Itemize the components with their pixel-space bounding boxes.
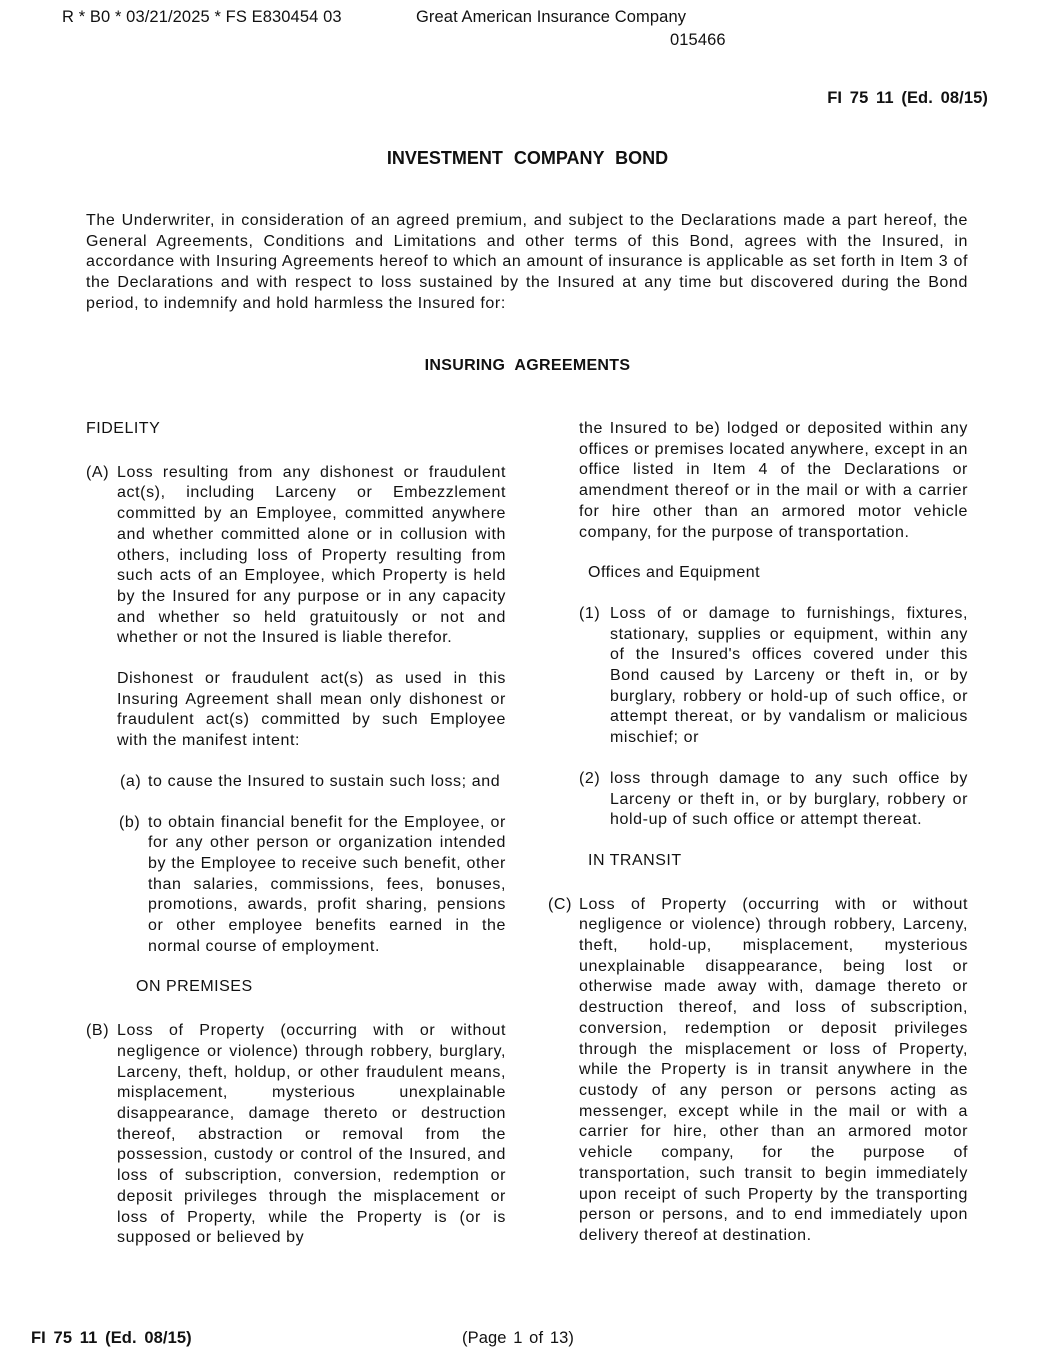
clause-c-text: Loss of Property (occurring with or without negligence or violence) through robbery, Larceny, theft, hold-up, misplacement, mysterious unexplainable disappearance, being lost or otherwise made away with, damage thereto or destruction thereof, and loss of subscription, conversion, redemption or deposit privileges through the misplacement or loss of Property, while the Property is in transit anywhere in the custody of any person or persons acting as messenger, except while in the mail or with a carrier for hire, other than an armored motor vehicle company, for the purpose of transportation, such transit to begin immediately upon receipt of such Property by the transporting person or persons, and to end immediately upon delivery thereof at destination. (579, 895, 968, 1244)
sub-clause-a (86, 772, 506, 793)
on-premises-heading: ON PREMISES (136, 978, 253, 996)
offices-item-1-text: Loss of or damage to furnishings, fixtures, stationary, supplies or equipment, within any of the Insured's offices covered under this Bond caused by Larceny or theft in, or by burglary, robbery or hold-up of such office, or attempt thereat, or by vandalism or malicious mischief; or (610, 604, 968, 747)
left-column (86, 419, 506, 1249)
document-title: INVESTMENT COMPANY BOND (386, 148, 669, 168)
clause-a-definition: Dishonest or fraudulent act(s) as used in this Insuring Agreement shall mean only dishonest or fraudulent act(s) committed by such Employee with the manifest intent: (117, 670, 506, 750)
section-title: INSURING AGREEMENTS (424, 357, 631, 374)
fidelity-heading: FIDELITY (86, 420, 161, 437)
offices-item-2 (548, 769, 968, 831)
page-number: (Page 1 of 13) (462, 1329, 574, 1347)
clause-a-text: Loss resulting from any dishonest or fraudulent act(s), including Larceny or Embezzlement committed by an Employee, committed anywhere and whether committed alone or in collusion with others, including loss of Property resulting from such acts of an Employee, which Property is held by the Insured for any purpose or in any capacity and whether so held gratuitously or not and whether or not the Insured is liable therefor. (117, 463, 506, 647)
sub-clause-a-text: to cause the Insured to sustain such loss; and (148, 772, 501, 790)
offices-heading: Offices and Equipment (588, 564, 761, 582)
sub-clause-a-label: (a) (120, 772, 142, 790)
footer-form-number: FI 75 11 (Ed. 08/15) (31, 1329, 192, 1347)
clause-b-label: (B) (86, 1022, 110, 1040)
in-transit-heading: IN TRANSIT (588, 851, 682, 869)
document-reference: R * B0 * 03/21/2025 * FS E830454 03 (62, 8, 342, 26)
offices-item-2-text: loss through damage to any such office by Larceny or theft in, or by burglary, robbery or hold-up of such office or attempt thereat. (610, 769, 968, 829)
sub-clause-b-label: (b) (119, 813, 141, 831)
form-number-top: FI 75 11 (Ed. 08/15) (827, 89, 988, 107)
sub-clause-b (86, 813, 506, 958)
clause-b-text: Loss of Property (occurring with or without negligence or violence) through robbery, burglary, Larceny, theft, holdup, or other fraudulent means, misplacement, mysterious unexplainable disappearance, damage thereto or destruction thereof, abstraction or removal from the possession, custody or control of the Insured, and loss of subscription, conversion, redemption or deposit privileges through the misplacement or loss of Property, while the Property is (or is supposed or believed by (117, 1022, 506, 1247)
clause-c-label: (C) (548, 895, 573, 913)
document-code: 015466 (670, 31, 726, 49)
right-column (548, 419, 968, 1247)
intro-paragraph: The Underwriter, in consideration of an agreed premium, and subject to the Declarations made a part hereof, the General Agreements, Conditions and Limitations and other terms of this Bond, agrees with the Insured, in accordance with Insuring Agreements hereof to which an amount of insurance is applicable as set forth in Item 3 of the Declarations and with respect to loss sustained by the Insured at any time but discovered during the Bond period, to indemnify and hold harmless the Insured for: (86, 212, 968, 312)
clause-a-label: (A) (86, 463, 110, 481)
offices-item-2-label: (2) (579, 769, 601, 787)
clause-b (86, 1021, 506, 1249)
clause-a (86, 463, 506, 649)
clause-b-continuation: the Insured to be) lodged or deposited within any offices or premises located anywhere, except in an office listed in Item 4 of the Declarations or amendment thereof or in the mail or with a carrier for hire other than an armored motor vehicle company, for the purpose of transportation. (579, 420, 969, 541)
offices-item-1 (548, 604, 968, 749)
company-name: Great American Insurance Company (416, 8, 687, 26)
sub-clause-b-text: to obtain financial benefit for the Employee, or for any other person or organization intended by the Employee to receive such benefit, other than salaries, commissions, fees, bonuses, promotions, awards, profit sharing, pensions or other employee benefits earned in the normal course of employment. (148, 813, 506, 955)
offices-item-1-label: (1) (579, 604, 601, 622)
clause-c (548, 895, 968, 1247)
